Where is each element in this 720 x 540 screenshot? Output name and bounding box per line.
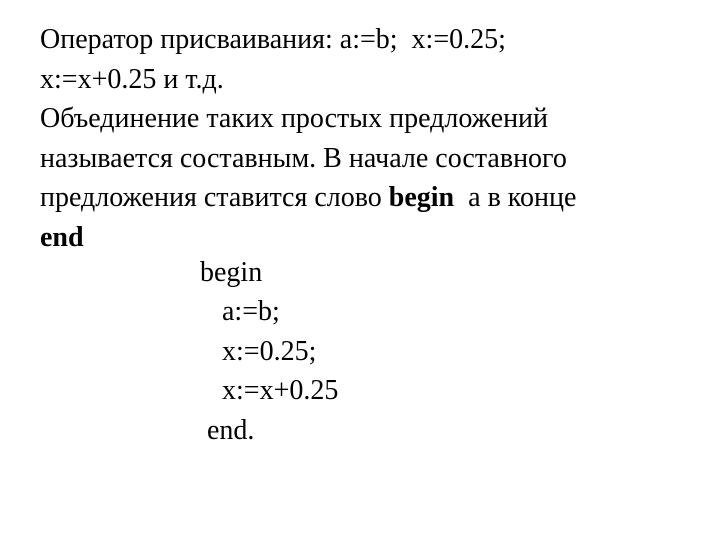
keyword-end: end <box>40 221 84 253</box>
text-run: x:=x+0.25 и т.д. <box>40 63 224 95</box>
keyword-begin: begin <box>388 182 455 213</box>
text-line-4 <box>40 139 700 179</box>
text-run: а в конце <box>454 182 577 213</box>
text-line-6 <box>40 218 700 258</box>
code-statement-1: a:=b; <box>222 296 280 327</box>
text-line-5 <box>40 178 700 218</box>
text-run: Оператор присваивания: a:=b; x:=0.25; <box>40 24 506 55</box>
code-statement-2: x:=0.25; <box>222 336 317 367</box>
text-run: предложения ставится слово <box>40 182 389 213</box>
code-begin: begin <box>200 257 263 288</box>
description-paragraph <box>40 20 700 257</box>
text-line-1 <box>40 20 700 60</box>
text-line-2 <box>40 60 700 100</box>
text-run: Объединение таких простых предложений <box>40 103 549 134</box>
text-line-3 <box>40 99 700 139</box>
code-statement-3: x:=x+0.25 <box>222 375 339 406</box>
code-end: end. <box>207 415 255 446</box>
text-run: называется составным. В начале составного <box>40 142 567 174</box>
